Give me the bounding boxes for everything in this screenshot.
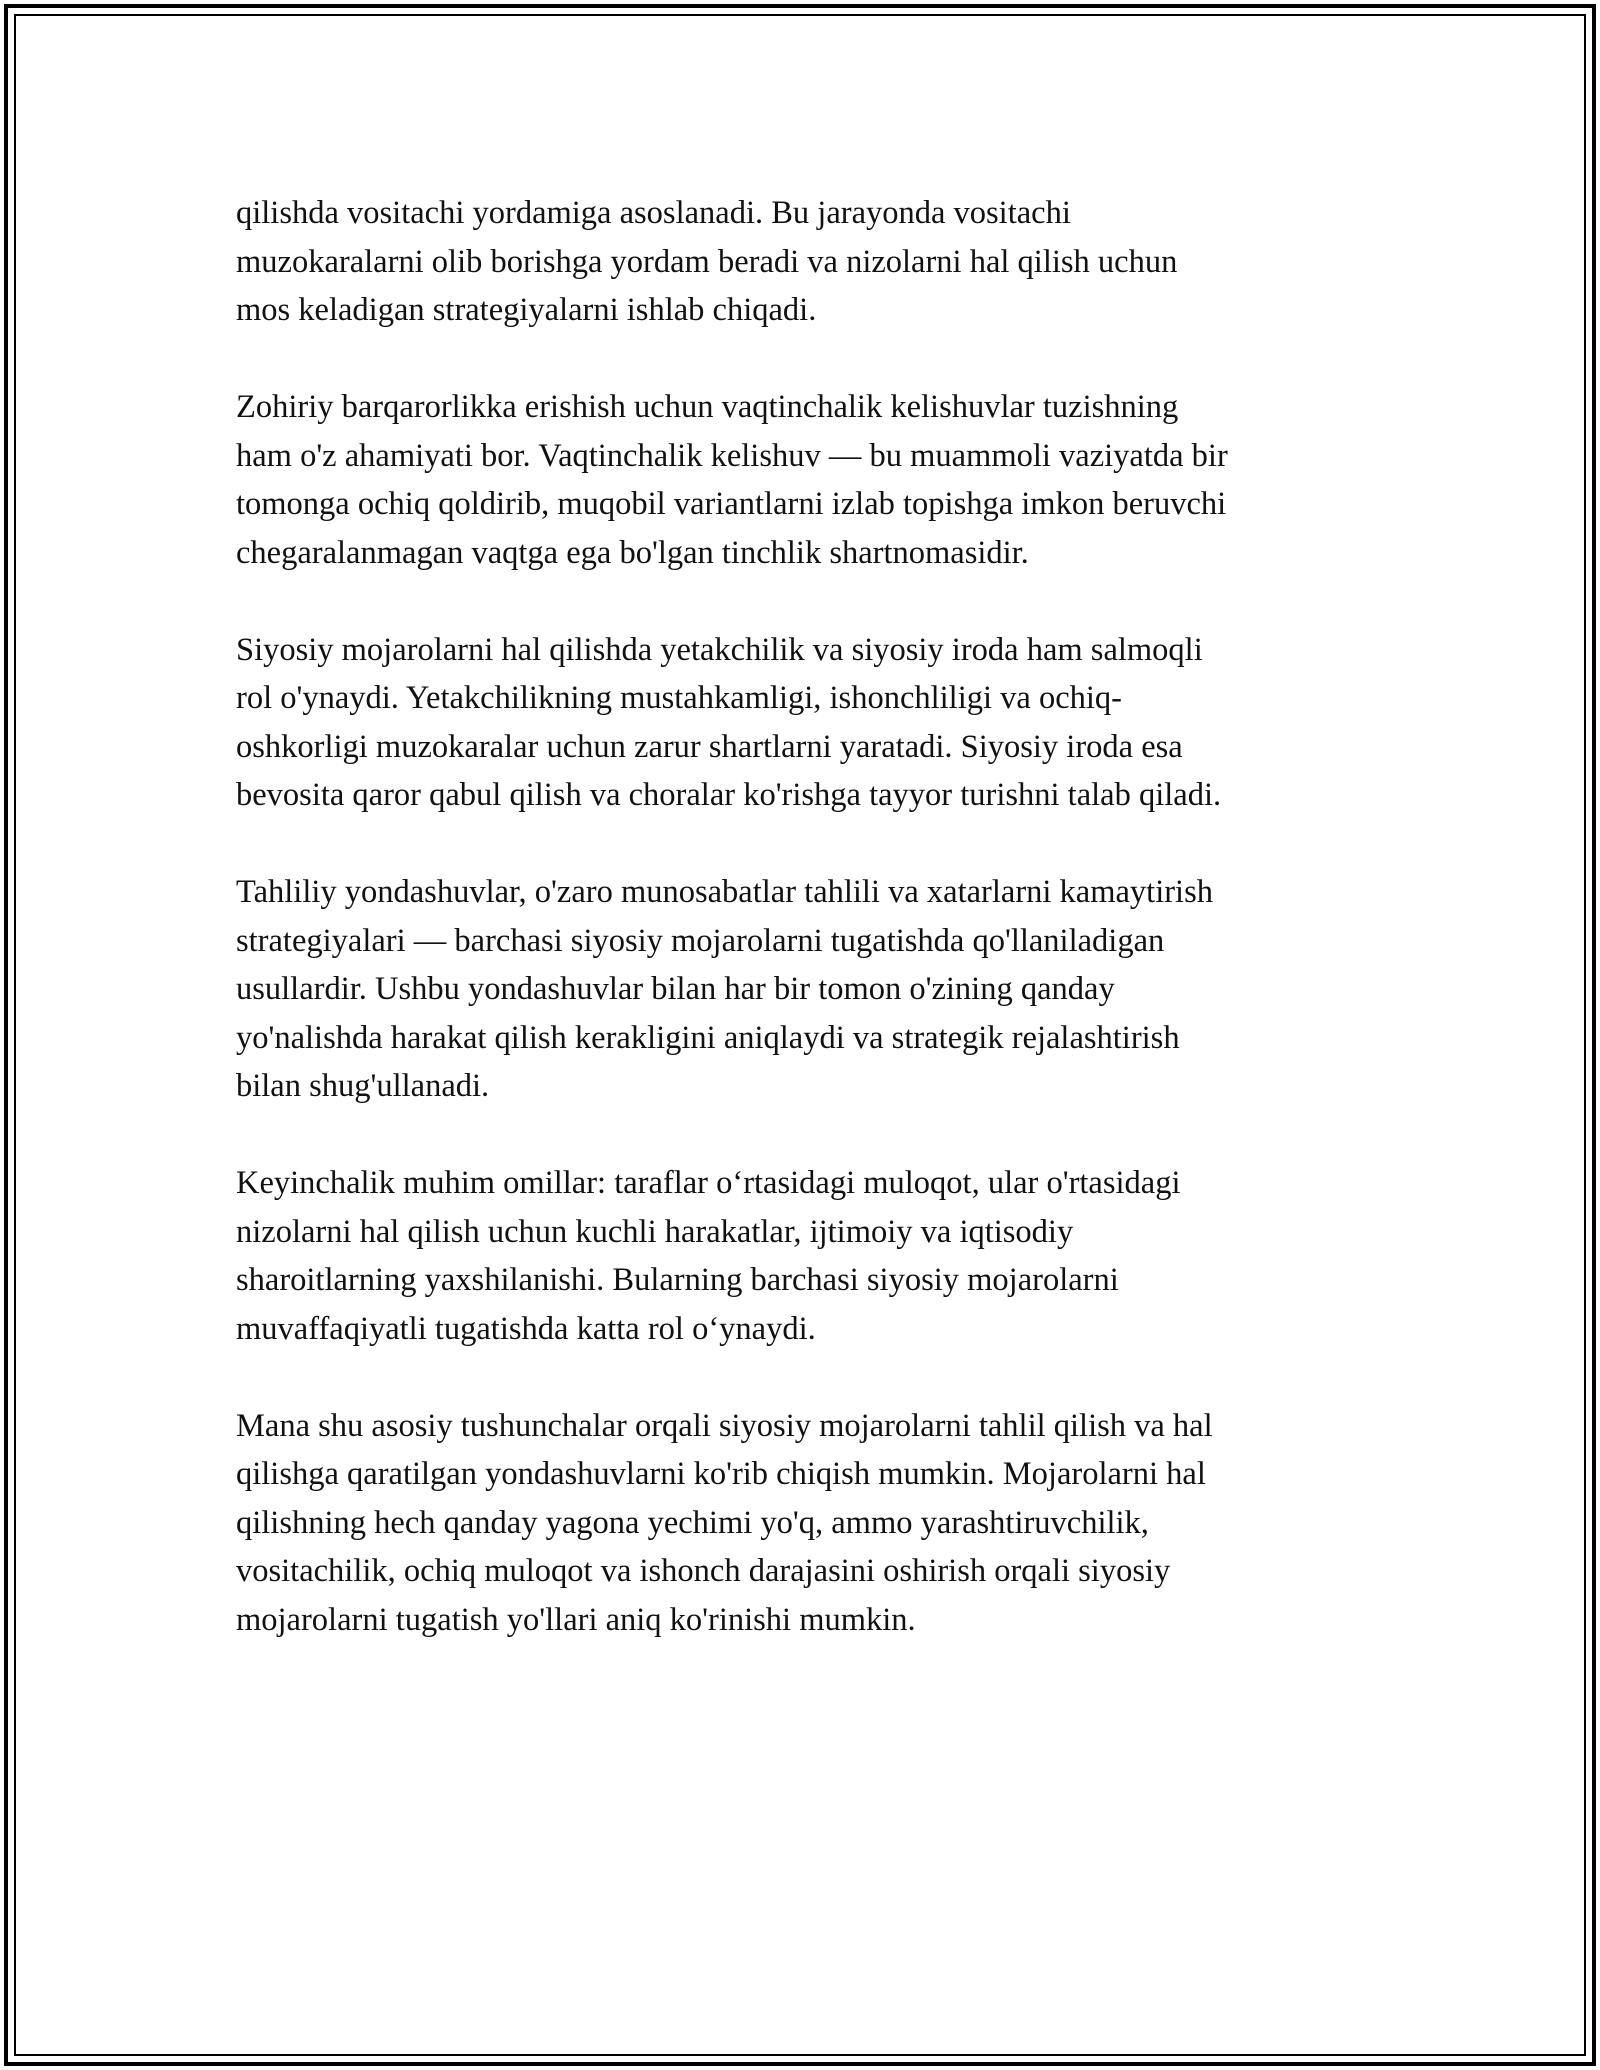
text-line: rol o'ynaydi. Yetakchilikning mustahkamligi, ishonchliligi va ochiq- bbox=[236, 680, 1122, 716]
text-line: usullardir. Ushbu yondashuvlar bilan har bir tomon o'zining qanday bbox=[236, 971, 1115, 1007]
text-line: Zohiriy barqarorlikka erishish uchun vaqtinchalik kelishuvlar tuzishning bbox=[236, 389, 1179, 425]
text-line: bevosita qaror qabul qilish va choralar ko'rishga tayyor turishni talab qiladi. bbox=[236, 777, 1222, 813]
paragraph-conclusion bbox=[236, 1402, 1386, 1645]
text-line: tomonga ochiq qoldirib, muqobil variantlarni izlab topishga imkon beruvchi bbox=[236, 486, 1227, 522]
text-line: strategiyalari — barchasi siyosiy mojarolarni tugatishda qo'llaniladigan bbox=[236, 922, 1165, 959]
text-line: mos keladigan strategiyalarni ishlab chiqadi. bbox=[236, 292, 817, 328]
text-line: nizolarni hal qilish uchun kuchli harakatlar, ijtimoiy va iqtisodiy bbox=[236, 1213, 1074, 1250]
text-line: chegaralanmagan vaqtga ega bo'lgan tinchlik shartnomasidir. bbox=[236, 534, 1029, 571]
text-line: Siyosiy mojarolarni hal qilishda yetakchilik va siyosiy iroda ham salmoqli bbox=[236, 631, 1203, 668]
text-line: ham o'z ahamiyati bor. Vaqtinchalik kelishuv — bu muammoli vaziyatda bir bbox=[236, 437, 1228, 474]
paragraph-mediation bbox=[236, 189, 1386, 335]
text-line: mojarolarni tugatish yo'llari aniq ko'rinishi mumkin. bbox=[236, 1601, 916, 1638]
text-line: oshkorligi muzokaralar uchun zarur shartlarni yaratadi. Siyosiy iroda esa bbox=[236, 728, 1183, 765]
text-line: muvaffaqiyatli tugatishda katta rol oʻynaydi. bbox=[236, 1310, 816, 1347]
text-line: qilishga qaratilgan yondashuvlarni ko'rib chiqish mumkin. Mojarolarni hal bbox=[236, 1456, 1206, 1492]
text-line: yo'nalishda harakat qilish kerakligini aniqlaydi va strategik rejalashtirish bbox=[236, 1019, 1180, 1056]
text-line: Tahliliy yondashuvlar, o'zaro munosabatlar tahlili va xatarlarni kamaytirish bbox=[236, 874, 1213, 910]
document-body bbox=[236, 189, 1386, 1693]
paragraph-temporary-agreements bbox=[236, 383, 1386, 577]
text-line: bilan shug'ullanadi. bbox=[236, 1068, 490, 1104]
text-line: qilishning hech qanday yagona yechimi yo'q, ammo yarashtiruvchilik, bbox=[236, 1504, 1149, 1541]
paragraph-key-factors bbox=[236, 1159, 1386, 1353]
text-line: sharoitlarning yaxshilanishi. Bularning barchasi siyosiy mojarolarni bbox=[236, 1262, 1119, 1298]
text-line: Mana shu asosiy tushunchalar orqali siyosiy mojarolarni tahlil qilish va hal bbox=[236, 1407, 1213, 1444]
paragraph-analytical-approaches bbox=[236, 868, 1386, 1111]
text-line: muzokaralarni olib borishga yordam beradi va nizolarni hal qilish uchun bbox=[236, 243, 1178, 280]
text-line: Keyinchalik muhim omillar: taraflar oʻrtasidagi muloqot, ular o'rtasidagi bbox=[236, 1165, 1181, 1201]
text-line: qilishda vositachi yordamiga asoslanadi. Bu jarayonda vositachi bbox=[236, 195, 1071, 231]
paragraph-leadership bbox=[236, 626, 1386, 820]
text-line: vositachilik, ochiq muloqot va ishonch darajasini oshirish orqali siyosiy bbox=[236, 1553, 1171, 1589]
